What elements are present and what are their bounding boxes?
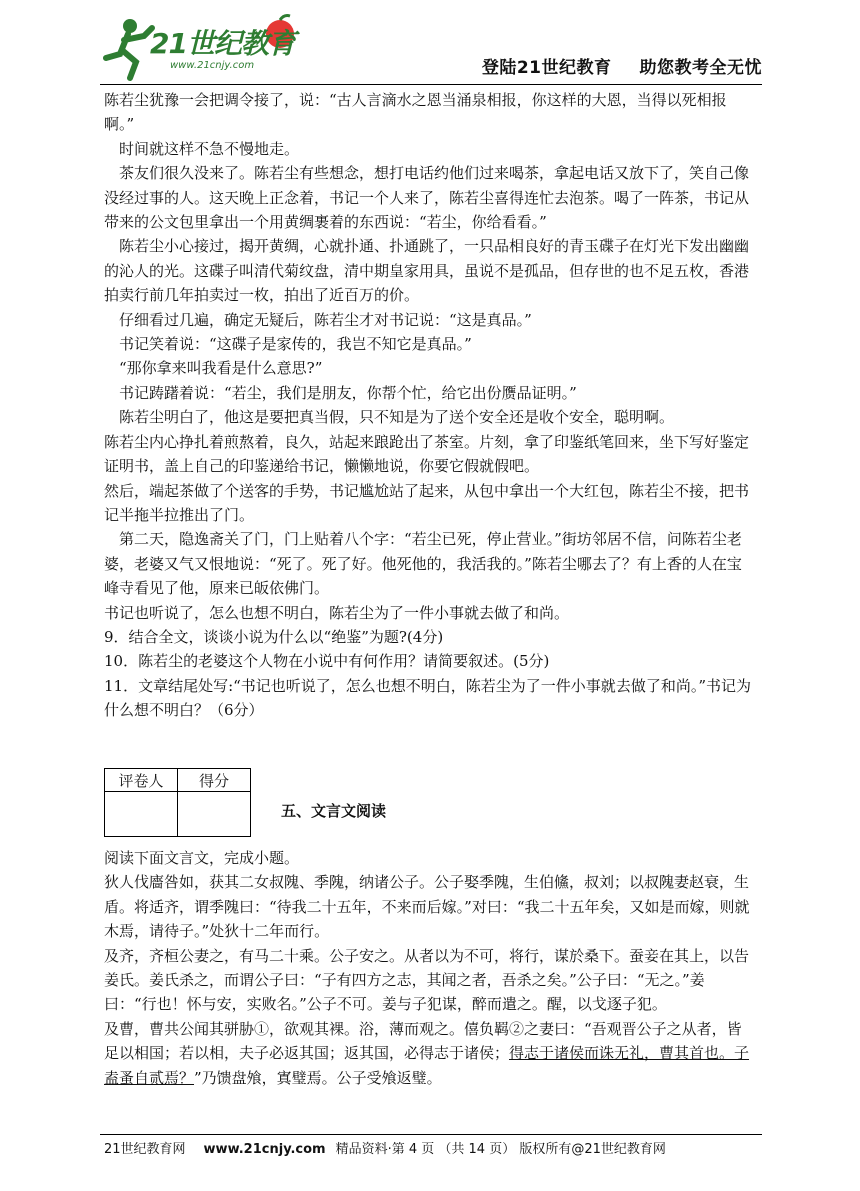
slogan-right: 助您教考全无忧 <box>639 58 762 78</box>
header-divider <box>100 84 762 85</box>
classical-paragraph <box>104 1017 756 1090</box>
footer-right: 精品资料·第 4 页 （共 14 页） 版权所有@21世纪教育网 <box>335 1142 666 1157</box>
footer-left: 21世纪教育网 <box>104 1142 186 1157</box>
page-header <box>100 6 762 84</box>
section-header <box>104 768 756 840</box>
story-paragraph: 陈若尘犹豫一会把调令接了，说：“古人言滴水之恩当涌泉相报，你这样的大恩，当得以死相报啊。” <box>104 91 727 134</box>
score-label: 得分 <box>178 769 251 792</box>
classical-text-segment: ”乃馈盘飧，寘璧焉。公子受飧返璧。 <box>194 1068 442 1087</box>
story-paragraph: 茶友们很久没来了。陈若尘有些想念，想打电话约他们过来喝茶，拿起电话又放下了，笑自己像没经过事的人。这天晚上正念着，书记一个人来了，陈若尘喜得连忙去泡茶。喝了一阵茶，书记从带来的公文包里拿出一个用黄绸裹着的东西说：“若尘，你给看看。” <box>104 164 750 232</box>
question-10: 10．陈若尘的老婆这个人物在小说中有何作用？请简要叙述。(5分) <box>104 652 550 671</box>
story-paragraph: 时间就这样不急不慢地走。 <box>119 139 300 158</box>
story-paragraph: 陈若尘小心接过，揭开黄绸，心就扑通、扑通跳了，一只品相良好的青玉碟子在灯光下发出幽幽的沁人的光。这碟子叫清代菊纹盘，清中期皇家用具，虽说不是孤品，但存世的也不足五枚，香港拍卖行前几年拍卖过一枚，拍出了近百万的价。 <box>104 237 750 305</box>
story-paragraph: 然后，端起茶做了个送客的手势，书记尴尬站了起来，从包中拿出一个大红包，陈若尘不接，把书记半拖半拉推出了门。 <box>104 481 750 524</box>
story-paragraph: 书记笑着说：“这碟子是家传的，我岂不知它是真品。” <box>119 335 472 354</box>
site-logo[interactable] <box>100 12 310 86</box>
logo-url: www.21cnjy.com <box>170 60 255 71</box>
footer-site-link[interactable]: www.21cnjy.com <box>203 1142 326 1157</box>
score-table <box>104 768 251 837</box>
story-paragraph: 陈若尘明白了，他这是要把真当假，只不知是为了送个安全还是收个安全，聪明啊。 <box>119 408 675 427</box>
grader-cell[interactable] <box>105 792 178 837</box>
classical-intro: 阅读下面文言文，完成小题。 <box>104 849 300 867</box>
story-paragraph: 书记也听说了，怎么也想不明白，陈若尘为了一件小事就去做了和尚。 <box>104 603 570 622</box>
classical-text-segment: 及曹，曹共公闻其骈胁①，欲观其裸。浴，薄而观之。僖负羁②之妻曰：“吾观晋公子之从者，皆足以相国；若以相，夫子必返其国；返其国，必得志于诸侯； <box>104 1019 742 1063</box>
score-cell[interactable] <box>178 792 251 837</box>
classical-text <box>104 846 756 1090</box>
page-footer <box>104 1138 756 1157</box>
story-text <box>104 88 756 723</box>
question-11: 11．文章结尾处写:“书记也听说了，怎么也想不明白，陈若尘为了一件小事就去做了和尚。”书记为什么想不明白？（6分） <box>104 676 751 720</box>
story-paragraph: 仔细看过几遍，确定无疑后，陈若尘才对书记说：“这是真品。” <box>119 310 532 329</box>
logo-text: 21世纪教育 <box>150 27 295 60</box>
story-paragraph: “那你拿来叫我看是什么意思?” <box>119 359 323 378</box>
story-paragraph: 陈若尘内心挣扎着煎熬着，良久，站起来踉跄出了茶室。片刻，拿了印鉴纸笔回来，坐下写好鉴定证明书，盖上自己的印鉴递给书记，懒懒地说，你要它假就假吧。 <box>104 432 750 476</box>
story-paragraph: 书记踌躇着说：“若尘，我们是朋友，你帮个忙，给它出份赝品证明。” <box>119 383 577 402</box>
grader-label: 评卷人 <box>105 769 178 792</box>
section-title: 五、文言文阅读 <box>281 802 387 820</box>
underlined-sentence: 得志于诸侯而诛无礼，曹其首也。子盍蚤自贰焉？ <box>104 1044 750 1087</box>
header-slogan <box>482 53 762 78</box>
classical-paragraph: 狄人伐廧咎如，获其二女叔隗、季隗，纳诸公子。公子娶季隗，生伯鯈，叔刘；以叔隗妻赵衰，生盾。将适齐，谓季隗曰：“待我二十五年，不来而后嫁。”对曰：“我二十五年矣，又如是而嫁，则就木焉，请待子。”处狄十二年而行。 <box>104 873 750 941</box>
slogan-left: 登陆21世纪教育 <box>481 58 612 78</box>
story-paragraph: 第二天，隐逸斋关了门，门上贴着八个字：“若尘已死，停止营业。”街坊邻居不信，问陈若尘老婆，老婆又气又恨地说：“死了。死了好。他死他的，我活我的。”陈若尘哪去了？有上香的人在宝峰寺看见了他，原来已皈依佛门。 <box>104 530 742 598</box>
footer-divider <box>100 1134 762 1135</box>
question-9: 9．结合全文，谈谈小说为什么以“绝鉴”为题?(4分) <box>104 627 444 646</box>
classical-paragraph: 及齐，齐桓公妻之，有马二十乘。公子安之。从者以为不可，将行，谋於桑下。蚕妾在其上，以告姜氏。姜氏杀之，而谓公子曰：“子有四方之志，其闻之者，吾杀之矣。”公子曰：“无之。”姜曰：“行也！怀与安，实败名。”公子不可。姜与子犯谋，醉而遣之。醒，以戈逐子犯。 <box>104 946 750 1014</box>
